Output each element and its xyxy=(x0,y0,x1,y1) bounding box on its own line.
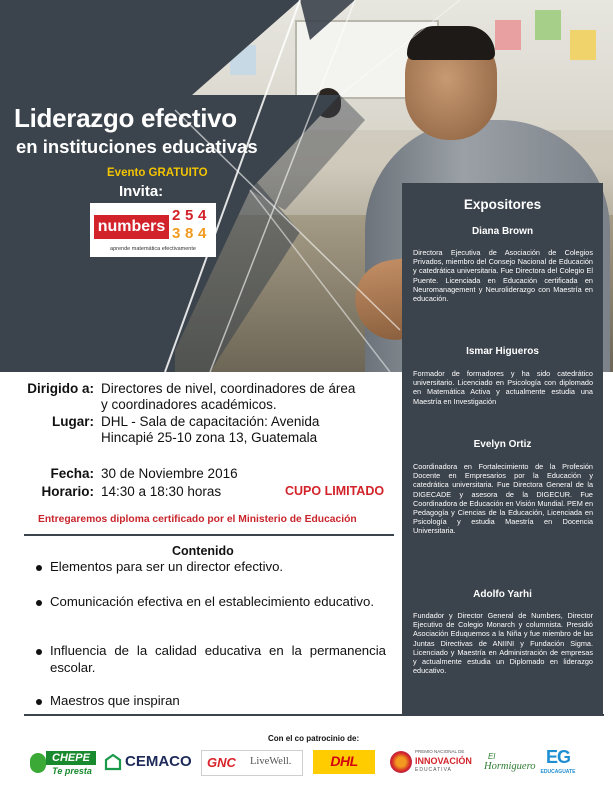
bullet-icon xyxy=(36,649,42,655)
bullet-icon xyxy=(36,565,42,571)
speaker-bio: Directora Ejecutiva de Asociación de Colegios Privados, miembro del Consejo Nacional de Educación y catedrática universitaria. Fue Directora del Colegio El Puente. Licenciada en Educación certificada en Neuromanagement y Neuroliderazgo con Maestría en educación. xyxy=(413,248,593,304)
divider xyxy=(24,534,394,536)
fecha-label: Fecha: xyxy=(50,466,94,481)
speaker-bio: Coordinadora en Fortalecimiento de la Profesión Docente en Empresarios por la Educación y catedrática universitaria. Fue Directora General de la DIGECADE y asesora de la DIGECUR. Fue Coordinadora de Educación en Visión Mundial. PEM en Pedagogía y Ciencias de la Educación, Licenciada en Psicología y estudia Maestría en Docencia Universitaria. xyxy=(413,462,593,536)
horario-label: Horario: xyxy=(41,484,94,499)
speakers-title: Expositores xyxy=(463,197,542,212)
lugar-label: Lugar: xyxy=(52,414,94,429)
educaguate-logo xyxy=(537,747,579,779)
numbers-logo-tagline: aprende matemática efectivamente xyxy=(110,246,196,252)
speaker-name: Ismar Higueros xyxy=(466,346,539,357)
logo-digit: 3 xyxy=(172,225,181,242)
invita-label: Invita: xyxy=(119,183,164,200)
speaker-name: Diana Brown xyxy=(471,226,534,237)
cemaco-logo-text: CEMACO xyxy=(125,753,192,770)
contenido-item xyxy=(36,594,386,611)
chepe-logo-bottom: Te presta xyxy=(52,766,92,776)
gnc-logo xyxy=(201,750,303,776)
gnc-logo-text: GNC xyxy=(207,755,236,770)
dhl-logo-text: DHL xyxy=(330,753,358,769)
innovacion-logo xyxy=(390,747,470,777)
speaker-name: Adolfo Yarhi xyxy=(473,589,532,600)
contenido-item-text: Maestros que inspiran xyxy=(50,693,180,708)
educaguate-mark-icon: EG xyxy=(545,747,570,767)
contenido-item xyxy=(36,559,386,576)
diploma-note: Entregaremos diploma certificado por el Ministerio de Educación xyxy=(38,514,357,525)
bullet-icon xyxy=(36,699,42,705)
hormiguero-logo xyxy=(484,752,536,778)
educaguate-logo-text: EDUCAGUATE xyxy=(540,769,576,775)
chepe-mascot-icon xyxy=(30,753,46,773)
fecha-value: 30 de Noviembre 2016 xyxy=(101,466,238,481)
hormiguero-logo-bottom: Hormiguero xyxy=(484,761,536,772)
logo-digit: 8 xyxy=(185,225,194,242)
innovacion-logo-top: PREMIO NACIONAL DE xyxy=(415,749,465,754)
horario-value: 14:30 a 18:30 horas xyxy=(101,484,222,499)
numbers-logo-word: numbers xyxy=(94,215,169,239)
logo-digit: 5 xyxy=(185,207,194,224)
overlay-stripe xyxy=(250,190,390,372)
cupo-limitado: CUPO LIMITADO xyxy=(285,484,385,498)
hormiguero-logo-top: El xyxy=(488,752,496,761)
dirigido-label: Dirigido a: xyxy=(27,381,94,396)
overlay-top-left xyxy=(0,0,300,110)
numbers-logo-digits xyxy=(171,206,213,244)
dirigido-value: Directores de nivel, coordinadores de área y coordinadores académicos. xyxy=(101,381,356,413)
livewell-logo-text: LiveWell. xyxy=(250,756,292,767)
dhl-logo xyxy=(313,750,375,774)
event-free-label: Evento GRATUITO xyxy=(107,167,208,179)
speaker-bio: Formador de formadores y ha sido catedrático universitario. Licenciado en Psicología con diplomado en Matemática Activa y actualmente estudia una Maestría en Investigación xyxy=(413,369,593,406)
page-subtitle: en instituciones educativas xyxy=(16,136,258,157)
contenido-item-text: Elementos para ser un director efectivo. xyxy=(50,559,284,574)
contenido-title: Contenido xyxy=(172,544,234,558)
contenido-item xyxy=(36,693,386,710)
innovacion-badge-icon xyxy=(390,751,412,773)
overlay-stripe xyxy=(340,0,460,95)
lugar-value: DHL - Sala de capacitación: Avenida Hincapié 25-10 zona 13, Guatemala xyxy=(101,414,320,446)
chepe-logo xyxy=(30,749,96,779)
contenido-item-text: Influencia de la calidad educativa en la permanencia escolar. xyxy=(50,643,386,675)
cemaco-leaf-icon xyxy=(104,754,122,772)
divider xyxy=(24,714,604,716)
logo-digit: 4 xyxy=(198,207,207,224)
numbers-logo xyxy=(90,203,216,257)
bullet-icon xyxy=(36,600,42,606)
logo-digit: 4 xyxy=(198,225,207,242)
sponsors-label: Con el co patrocinio de: xyxy=(268,734,360,743)
innovacion-logo-mid: INNOVACIÓN xyxy=(415,756,472,766)
innovacion-logo-bottom: EDUCATIVA xyxy=(415,767,452,773)
logo-digit: 2 xyxy=(172,207,181,224)
contenido-item xyxy=(36,643,386,676)
cemaco-logo xyxy=(104,752,192,774)
contenido-item-text: Comunicación efectiva en el establecimiento educativo. xyxy=(50,594,375,609)
chepe-logo-top: CHEPE xyxy=(46,751,96,765)
page-title: Liderazgo efectivo xyxy=(14,103,237,133)
speakers-panel xyxy=(402,183,603,715)
speaker-bio: Fundador y Director General de Numbers, Director Ejecutivo de Colegio Monarch y columnista. Presidió Asociación Eduquemos a la Niña y fue miembro de las Juntas Directivas de ANIINI y Fundación Sigma. Licenciado y Maestría en Administración de empresas y actualmente estudia un Diplomado en liderazgo educativo. xyxy=(413,611,593,676)
speaker-name: Evelyn Ortiz xyxy=(473,439,532,450)
